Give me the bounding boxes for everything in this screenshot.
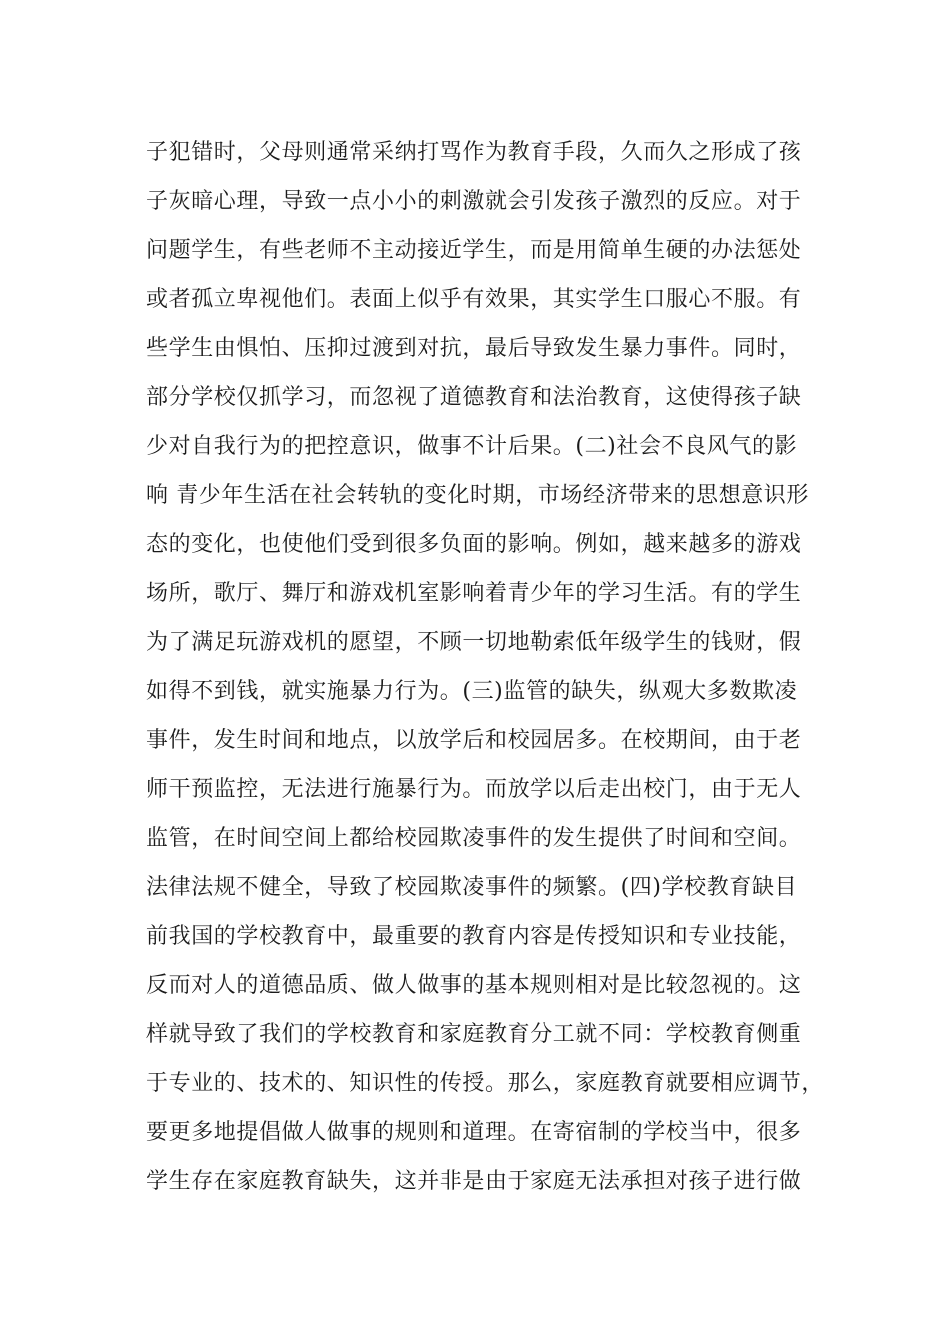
text-line-14: 师干预监控，无法进行施暴行为。而放学以后走出校门，由于无人 xyxy=(146,777,802,802)
body-text xyxy=(146,128,826,1206)
text-line-2: 子灰暗心理，导致一点小小的刺激就会引发孩子激烈的反应。对于 xyxy=(146,189,802,214)
text-line-9: 态的变化，也使他们受到很多负面的影响。例如，越来越多的游戏 xyxy=(146,532,802,557)
text-line-15: 监管，在时间空间上都给校园欺凌事件的发生提供了时间和空间。 xyxy=(146,826,802,851)
text-line-18: 反而对人的道德品质、做人做事的基本规则相对是比较忽视的。这 xyxy=(146,973,802,998)
text-line-22: 学生存在家庭教育缺失，这并非是由于家庭无法承担对孩子进行做 xyxy=(146,1169,802,1194)
text-line-6: 部分学校仅抓学习，而忽视了道德教育和法治教育，这使得孩子缺 xyxy=(146,385,802,410)
text-line-7: 少对自我行为的把控意识，做事不计后果。(二)社会不良风气的影 xyxy=(146,434,798,459)
text-line-8: 响 青少年生活在社会转轨的变化时期，市场经济带来的思想意识形 xyxy=(146,483,809,508)
text-line-5: 些学生由惧怕、压抑过渡到对抗，最后导致发生暴力事件。同时， xyxy=(146,336,802,361)
text-line-21: 要更多地提倡做人做事的规则和道理。在寄宿制的学校当中，很多 xyxy=(146,1120,802,1145)
text-line-13: 事件，发生时间和地点，以放学后和校园居多。在校期间，由于老 xyxy=(146,728,802,753)
text-line-1: 子犯错时，父母则通常采纳打骂作为教育手段，久而久之形成了孩 xyxy=(146,140,802,165)
text-line-10: 场所，歌厅、舞厅和游戏机室影响着青少年的学习生活。有的学生 xyxy=(146,581,802,606)
text-line-11: 为了满足玩游戏机的愿望，不顾一切地勒索低年级学生的钱财，假 xyxy=(146,630,802,655)
text-line-17: 前我国的学校教育中，最重要的教育内容是传授知识和专业技能， xyxy=(146,924,802,949)
text-line-19: 样就导致了我们的学校教育和家庭教育分工就不同：学校教育侧重 xyxy=(146,1022,802,1047)
text-line-4: 或者孤立卑视他们。表面上似乎有效果，其实学生口服心不服。有 xyxy=(146,287,802,312)
text-line-20: 于专业的、技术的、知识性的传授。那么，家庭教育就要相应调节， xyxy=(146,1071,825,1096)
text-line-3: 问题学生，有些老师不主动接近学生，而是用简单生硬的办法惩处 xyxy=(146,238,802,263)
text-line-16: 法律法规不健全，导致了校园欺凌事件的频繁。(四)学校教育缺目 xyxy=(146,875,798,900)
text-line-12: 如得不到钱，就实施暴力行为。(三)监管的缺失，纵观大多数欺凌 xyxy=(146,679,798,704)
